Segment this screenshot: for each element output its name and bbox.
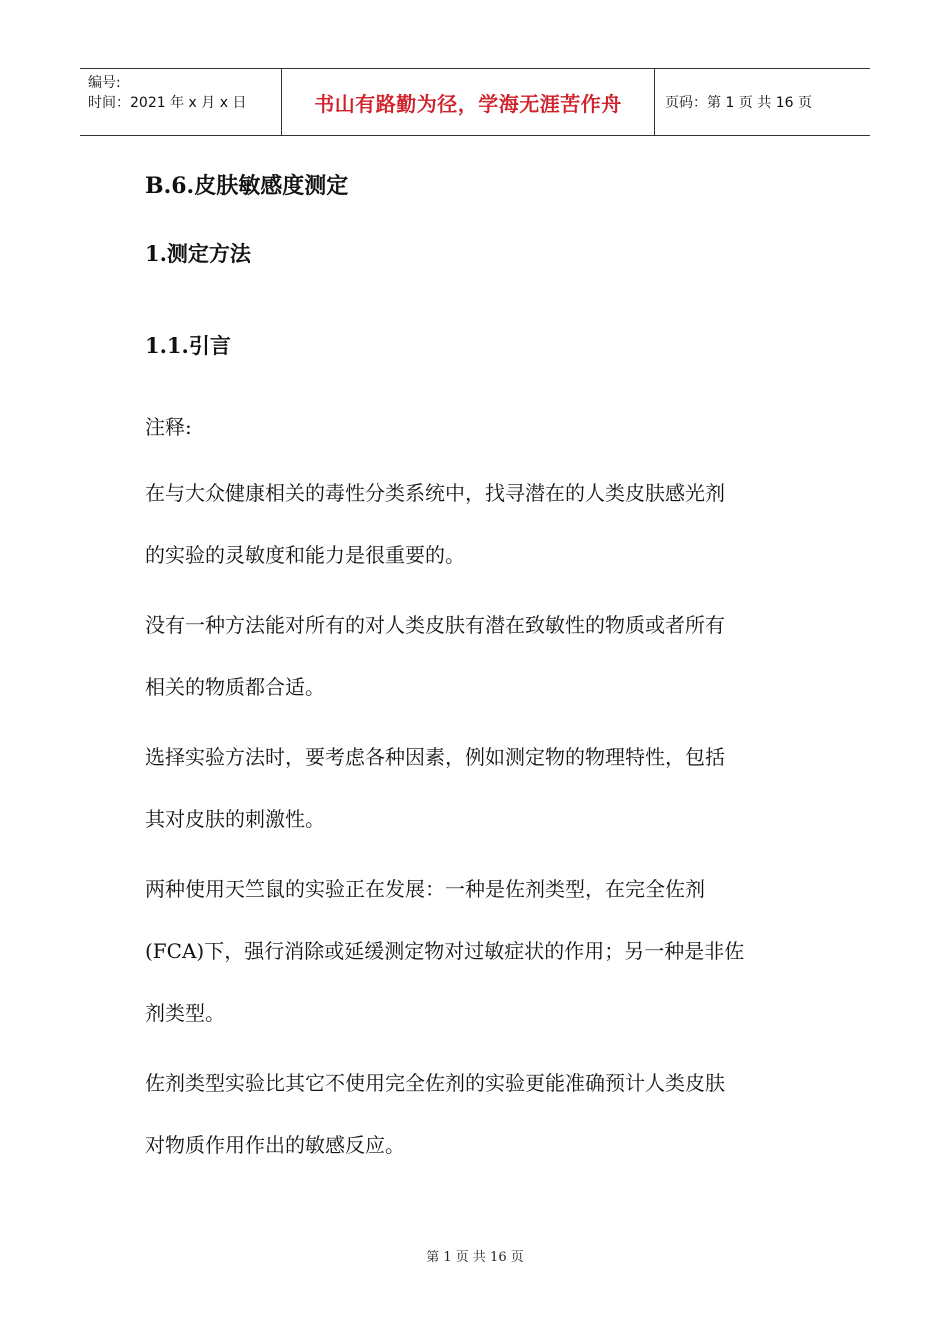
paragraph-line: 的实验的灵敏度和能力是很重要的。: [145, 543, 465, 567]
number-label: 编号:: [88, 75, 121, 91]
subsection-heading: 1.1.引言: [145, 333, 231, 358]
paragraph-line: 两种使用天竺鼠的实验正在发展：一种是佐剂类型，在完全佐剂: [145, 877, 705, 901]
document-title: B.6.皮肤敏感度测定: [145, 173, 349, 199]
header-motto: 书山有路勤为径，学海无涯苦作舟: [282, 69, 655, 135]
paragraph-line: 对物质作用作出的敏感反应。: [145, 1133, 405, 1157]
time-label: 时间：2021 年 x 月 x 日: [88, 95, 247, 111]
note-label: 注释:: [145, 415, 192, 439]
section-heading: 1.测定方法: [145, 241, 251, 266]
paragraph-line: (FCA)下，强行消除或延缓测定物对过敏症状的作用；另一种是非佐: [145, 939, 745, 963]
page-footer: 第 1 页 共 16 页: [426, 1250, 524, 1265]
header-table: [80, 68, 870, 136]
paragraph-line: 佐剂类型实验比其它不使用完全佐剂的实验更能准确预计人类皮肤: [145, 1071, 725, 1095]
document-body: [145, 166, 810, 1176]
paragraph-line: 在与大众健康相关的毒性分类系统中，找寻潜在的人类皮肤感光剂: [145, 481, 725, 505]
paragraph-line: 相关的物质都合适。: [145, 675, 325, 699]
paragraph-line: 剂类型。: [145, 1001, 225, 1025]
paragraph-line: 选择实验方法时，要考虑各种因素，例如测定物的物理特性，包括: [145, 745, 725, 769]
paragraph-line: 没有一种方法能对所有的对人类皮肤有潜在致敏性的物质或者所有: [145, 613, 725, 637]
header-left-cell: [80, 69, 282, 135]
header-page-info: 页码：第 1 页 共 16 页: [665, 95, 812, 111]
paragraph-line: 其对皮肤的刺激性。: [145, 807, 325, 831]
